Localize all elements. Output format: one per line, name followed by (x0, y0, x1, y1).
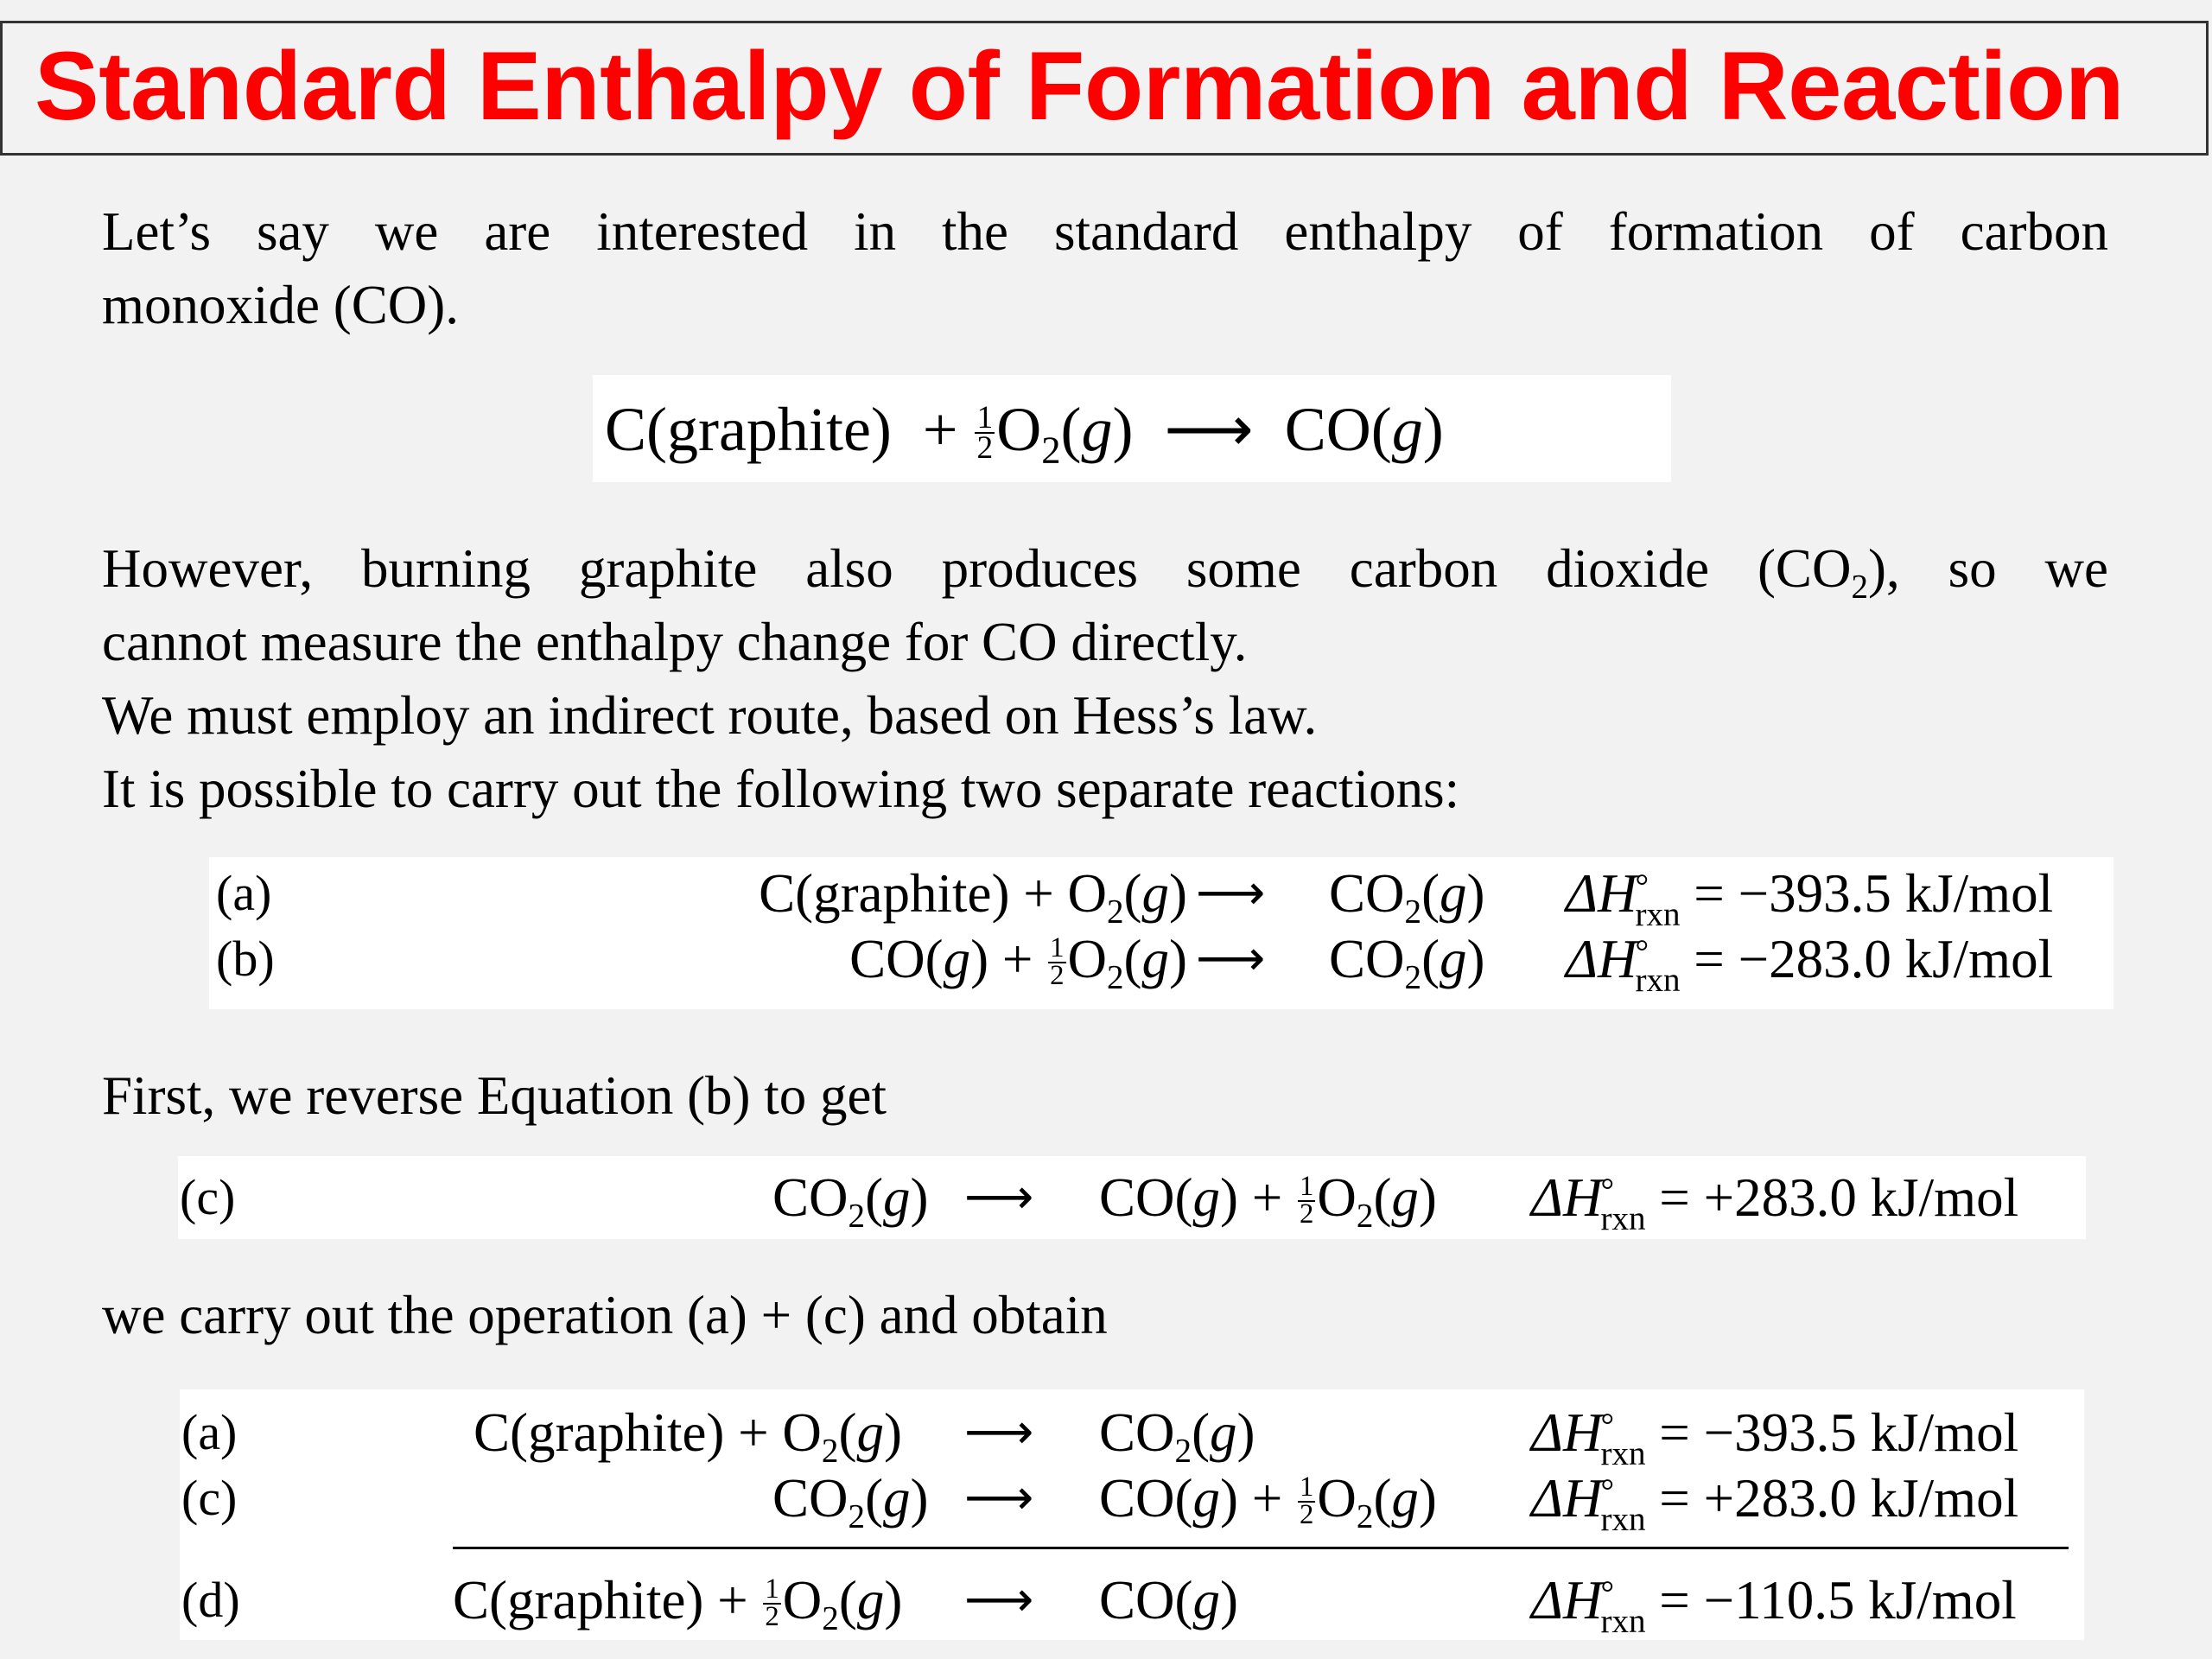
state-gas: g (856, 1402, 884, 1463)
degree-sign: ° (1600, 1172, 1615, 1210)
state-gas: g (1440, 929, 1467, 989)
product-co: CO (1099, 1167, 1175, 1228)
state-gas: g (1391, 1468, 1419, 1529)
delta-h-symbol: ΔH (1531, 1402, 1603, 1463)
enthalpy-value-b: = −283.0 kJ/mol (1694, 929, 2054, 989)
delta-h-symbol: ΔH (1531, 1167, 1603, 1228)
enthalpy-b (1566, 926, 2054, 1000)
product-oxygen: O (1317, 1167, 1357, 1228)
sum-d-reactants: C(graphite) + $\frac{1}{2}$ $O_2(g)$ (453, 1570, 903, 1637)
state-gas: g (883, 1468, 911, 1529)
reaction-b-product: $CO_2(g)$ (1329, 929, 1485, 996)
reactant-graphite: C(graphite) (605, 395, 892, 464)
reaction-c-products: CO(g) + $\frac{1}{2}$ $O_2(g)$ (1099, 1167, 1437, 1235)
state-gas: g (1391, 395, 1423, 464)
subscript-2: 2 (822, 1599, 839, 1637)
degree-sign: ° (1600, 1472, 1615, 1510)
fraction-denominator: 2 (1050, 959, 1065, 991)
however-text-a: However, burning graphite also produces some carbon dioxide (CO (102, 538, 1852, 599)
reaction-arrow-icon: ⟶ (1164, 392, 1254, 465)
sum-arrow-c-icon: ⟶ (964, 1470, 1034, 1526)
plus-sign: + (1251, 1468, 1283, 1529)
plus-sign: + (922, 395, 958, 464)
however-line-4: It is possible to carry out the following two separate reactions: (102, 759, 1460, 819)
rxn-scripts (1635, 868, 1681, 934)
arrow-a-icon: ⟶ (1196, 865, 1266, 921)
sum-label-d: (d) (181, 1572, 240, 1628)
state-gas: g (1192, 1570, 1221, 1630)
half-fraction (975, 399, 995, 467)
rxn-subscript: rxn (1635, 962, 1681, 1000)
product-oxygen: O (1317, 1468, 1357, 1529)
fraction-denominator: 2 (1300, 1198, 1314, 1230)
subscript-2: 2 (1404, 958, 1422, 996)
fraction-numerator: 1 (765, 1573, 779, 1605)
sum-d-product: CO(g) (1099, 1570, 1238, 1630)
product-co2: CO (1329, 863, 1405, 924)
sum-enthalpy-c (1531, 1465, 2019, 1539)
fraction-denominator: 2 (1300, 1498, 1314, 1530)
reactant-graphite: C(graphite) (453, 1570, 704, 1630)
state-gas: g (1440, 863, 1467, 924)
label-c: (c) (180, 1169, 236, 1225)
reverse-paragraph (102, 1059, 2108, 1133)
reaction-c-reactant: $CO_2(g)$ (772, 1167, 929, 1235)
plus-sign: + (1251, 1167, 1283, 1228)
subscript-2: 2 (1174, 1432, 1192, 1470)
delta-h-symbol: ΔH (1566, 863, 1637, 924)
reactant-co2: CO (772, 1167, 849, 1228)
rxn-subscript: rxn (1635, 896, 1681, 934)
delta-h-symbol: ΔH (1566, 929, 1637, 989)
plus-sign: + (738, 1402, 769, 1463)
sum-label-a: (a) (181, 1404, 238, 1460)
sum-enthalpy-a (1531, 1400, 2019, 1473)
operation-line: we carry out the operation (a) + (c) and obtain (102, 1285, 1108, 1345)
degree-sign: ° (1600, 1574, 1615, 1612)
reactant-oxygen: O (1067, 929, 1107, 989)
state-gas: g (1081, 395, 1113, 464)
intro-line-2: monoxide (CO). (102, 275, 459, 335)
sum-a-reactants: C(graphite) + $O_2(g)$ (474, 1402, 902, 1470)
reactant-co: CO (849, 929, 925, 989)
product-co: CO (1099, 1468, 1175, 1529)
sum-value-a: = −393.5 kJ/mol (1659, 1402, 2019, 1463)
subscript-2: 2 (1356, 1197, 1374, 1235)
subscript-2: 2 (1356, 1497, 1374, 1535)
rxn-scripts (1600, 1172, 1646, 1238)
however-line-2: cannot measure the enthalpy change for CO directly. (102, 612, 1248, 672)
fraction-numerator: 1 (976, 399, 994, 435)
delta-h-symbol: ΔH (1531, 1570, 1603, 1630)
state-gas: g (1141, 929, 1170, 989)
rxn-subscript: rxn (1600, 1435, 1646, 1473)
subscript-2: 2 (1107, 958, 1124, 996)
page-title: Standard Enthalpy of Formation and Reaction (35, 32, 2124, 140)
reaction-a-left: C(graphite) + $O_2(g)$ (759, 863, 1187, 931)
arrow-b-icon: ⟶ (1196, 931, 1266, 987)
enthalpy-value-c: = +283.0 kJ/mol (1659, 1167, 2019, 1228)
sum-label-c: (c) (181, 1470, 238, 1526)
however-paragraph (102, 532, 2108, 826)
plus-sign: + (717, 1570, 748, 1630)
rxn-scripts (1600, 1407, 1646, 1473)
rxn-subscript: rxn (1600, 1603, 1646, 1641)
state-gas: g (856, 1570, 885, 1630)
reactant-graphite: C(graphite) (759, 863, 1010, 924)
main-equation: C(graphite) + $\frac{1}{2}$ $O_2(g)$ ⟶ CO(g) (605, 392, 1444, 472)
state-gas: g (1391, 1167, 1419, 1228)
plus-sign: + (1001, 929, 1033, 989)
fraction-denominator: 2 (976, 430, 994, 467)
rxn-scripts (1600, 1472, 1646, 1539)
operation-paragraph (102, 1279, 2108, 1352)
state-gas: g (1210, 1402, 1237, 1463)
enthalpy-c (1531, 1165, 2019, 1238)
reverse-line: First, we reverse Equation (b) to get (102, 1065, 887, 1126)
state-gas: g (883, 1167, 911, 1228)
rxn-scripts (1600, 1574, 1646, 1641)
however-line-1 (102, 532, 2108, 606)
subscript-2: 2 (848, 1497, 866, 1535)
rxn-subscript: rxn (1600, 1200, 1646, 1238)
subscript-2: 2 (1107, 893, 1124, 931)
sum-a-product: $CO_2(g)$ (1099, 1402, 1255, 1470)
degree-sign: ° (1600, 1407, 1615, 1445)
half-fraction (1298, 1171, 1315, 1230)
sum-c-products: CO(g) + $\frac{1}{2}$ $O_2(g)$ (1099, 1468, 1437, 1535)
sum-rule (453, 1547, 2069, 1549)
state-gas: g (1192, 1468, 1221, 1529)
subscript-2: 2 (1404, 893, 1422, 931)
arrow-c-icon: ⟶ (964, 1169, 1034, 1225)
sum-c-reactant: $CO_2(g)$ (772, 1468, 929, 1535)
subscript-2: 2 (1041, 428, 1061, 472)
fraction-numerator: 1 (1300, 1171, 1314, 1203)
state-gas: g (943, 929, 971, 989)
delta-h-symbol: ΔH (1531, 1468, 1603, 1529)
reactant-oxygen: O (1067, 863, 1107, 924)
half-fraction (1298, 1471, 1315, 1530)
label-b: (b) (216, 931, 275, 987)
intro-paragraph (102, 195, 2108, 342)
reactant-graphite: C(graphite) (474, 1402, 725, 1463)
rxn-scripts (1635, 933, 1681, 1000)
reactant-oxygen: O (782, 1570, 823, 1630)
sum-arrow-d-icon: ⟶ (964, 1572, 1034, 1628)
fraction-numerator: 1 (1050, 932, 1065, 964)
product-co: CO (1284, 395, 1371, 464)
sum-arrow-a-icon: ⟶ (964, 1404, 1034, 1460)
degree-sign: ° (1635, 933, 1649, 971)
half-fraction (763, 1573, 780, 1632)
subscript-2: 2 (821, 1432, 839, 1470)
however-line-3: We must employ an indirect route, based on Hess’s law. (102, 685, 1318, 746)
product-co2: CO (1329, 929, 1405, 989)
reaction-a-product: $CO_2(g)$ (1329, 863, 1485, 931)
reactant-co2: CO (772, 1468, 849, 1529)
reactant-oxygen: O (782, 1402, 822, 1463)
sum-value-d: = −110.5 kJ/mol (1659, 1570, 2017, 1630)
reaction-b-left: CO(g) + $\frac{1}{2}$ $O_2(g)$ (849, 929, 1187, 996)
enthalpy-a (1566, 861, 2054, 934)
intro-line-1: Let’s say we are interested in the standard enthalpy of formation of carbon (102, 201, 2108, 262)
product-co2: CO (1099, 1402, 1175, 1463)
state-gas: g (1192, 1167, 1221, 1228)
fraction-numerator: 1 (1300, 1471, 1314, 1503)
however-text-b: ), so we (1867, 538, 2108, 599)
reactant-oxygen: O (996, 395, 1042, 464)
sum-value-c: = +283.0 kJ/mol (1659, 1468, 2019, 1529)
half-fraction (1048, 932, 1065, 991)
state-gas: g (1141, 863, 1170, 924)
label-a: (a) (216, 865, 272, 921)
subscript-2: 2 (848, 1197, 866, 1235)
sum-enthalpy-d (1531, 1567, 2017, 1641)
fraction-denominator: 2 (765, 1600, 779, 1632)
plus-sign: + (1023, 863, 1054, 924)
product-co: CO (1099, 1570, 1175, 1630)
enthalpy-value-a: = −393.5 kJ/mol (1694, 863, 2054, 924)
degree-sign: ° (1635, 868, 1649, 906)
subscript-2: 2 (1851, 568, 1868, 606)
rxn-subscript: rxn (1600, 1501, 1646, 1539)
